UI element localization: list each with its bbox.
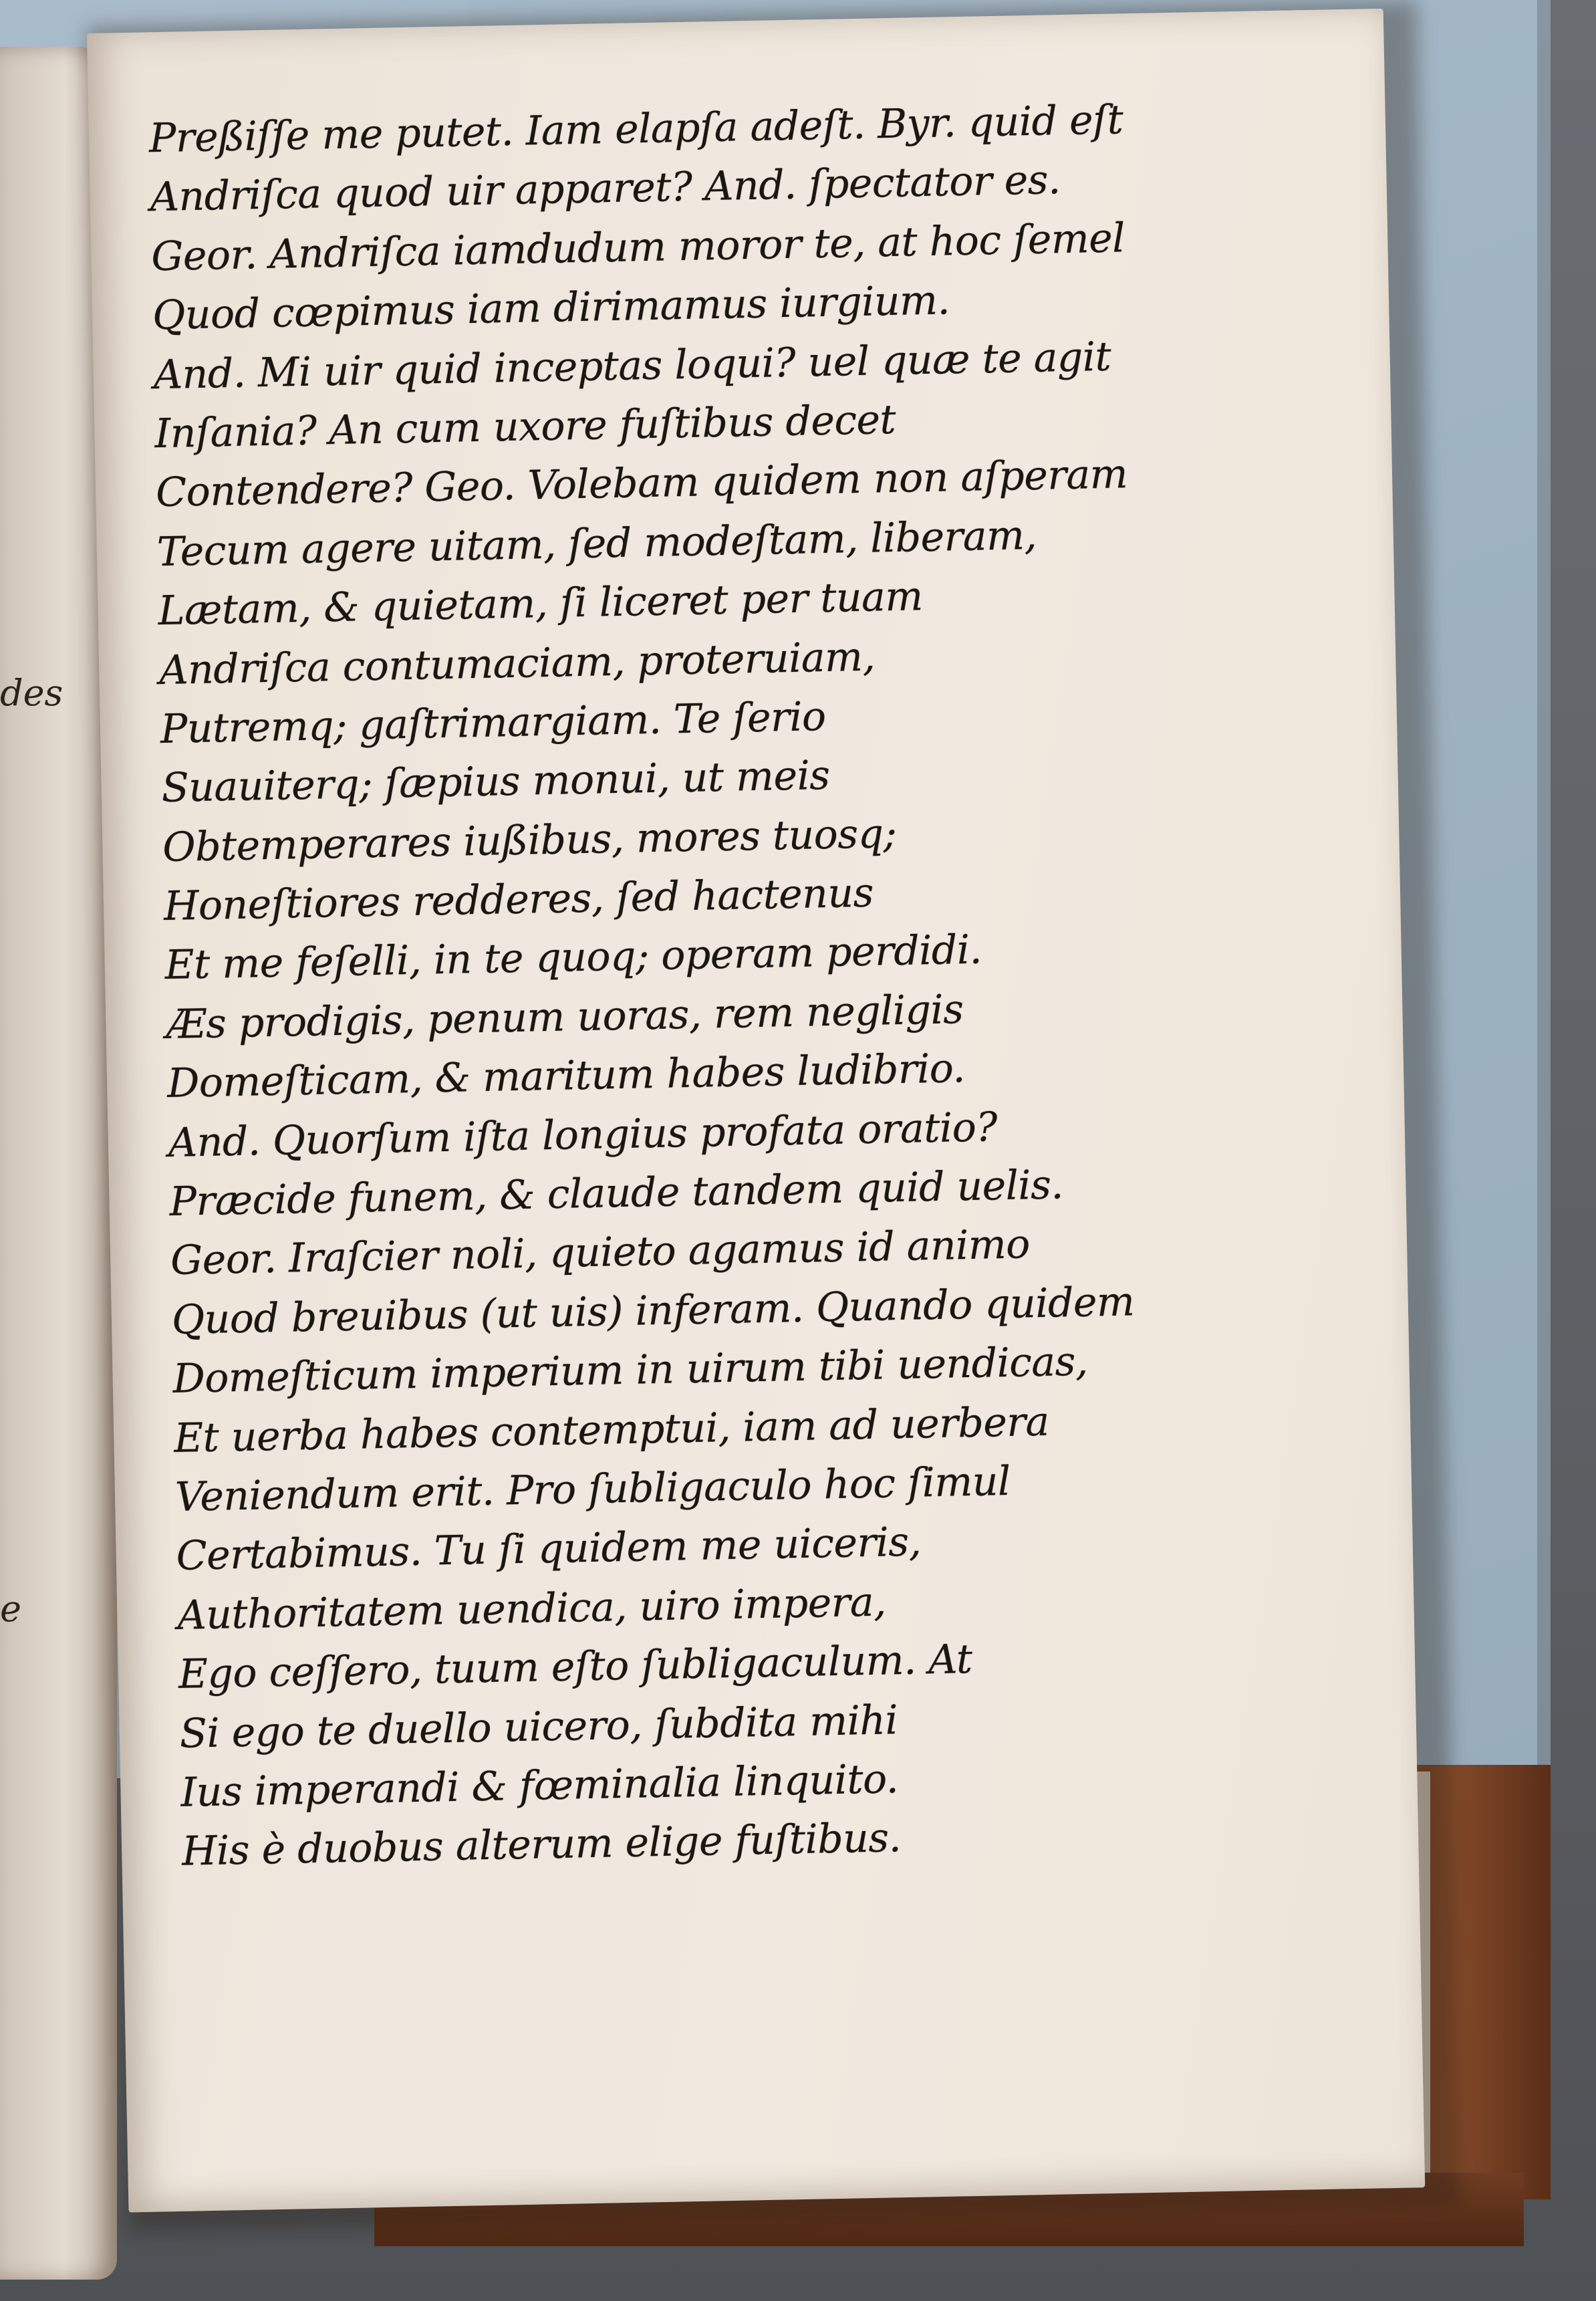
verse-line: Obtemperares iußibus, mores tuosq; [162,810,897,871]
verse-line: Domeſticum imperium in uirum tibi uendicas, [172,1338,1089,1403]
verse-line: Certabimus. Tu ſi quidem me uiceris, [176,1518,922,1580]
verse-line: Æs prodigis, penum uoras, rem negligis [165,985,964,1048]
verse-line: Authoritatem uendica, uiro impera, [176,1578,887,1639]
left-page-fragment: e [0,1588,21,1630]
verse-line: And. Quorſum iſta longius profata oratio? [168,1103,998,1167]
verse-line: Contendere? Geo. Volebam quidem non aſperam [155,451,1128,517]
verse-line: Quod cœpimus iam dirimamus iurgium. [152,277,950,340]
verse-line: Suauiterq; ſæpius monui, ut meis [161,752,831,812]
verse-line: Putremq; gaſtrimargiam. Te ſerio [160,693,827,753]
verse-line: Andriſca quod uir apparet? And. ſpectator es. [150,156,1061,221]
left-page-fragment: des [0,672,63,714]
verse-line: Præcide funem, & claude tandem quid uelis. [168,1161,1064,1225]
verse-line: His è duobus alterum elige fuſtibus. [181,1814,902,1876]
verse-line: Tecum agere uitam, ſed modeſtam, liberam, [156,511,1037,576]
verse-line: Andriſca contumaciam, proteruiam, [158,633,876,694]
verse-line: Inſania? An cum uxore fuſtibus decet [154,396,896,458]
verse-line: Ego ceſſero, tuum eſto ſubligaculum. At [178,1636,973,1698]
verse-line: Domeſticam, & maritum habes ludibrio. [166,1045,966,1108]
verse-line: Geor. Andriſca iamdudum moror te, at hoc ſemel [150,215,1125,280]
verse-line: Et me feſelli, in te quoq; operam perdidi. [164,927,982,989]
verse-line: And. Mi uir quid inceptas loqui? uel quæ te agit [153,333,1111,398]
verse-line: Honeſtiores redderes, ſed hactenus [163,869,874,931]
verse-line: Preßiſſe me putet. Iam elapſa adeſt. Byr. quid eſt [148,96,1123,162]
verse-line: Geor. Iraſcier noli, quieto agamus id animo [170,1221,1031,1285]
verse-line: Veniendum erit. Pro ſubligaculo hoc ſimul [174,1457,1011,1521]
right-page [87,9,1425,2213]
verse-line: Et uerba habes contemptui, iam ad uerbera [173,1398,1050,1462]
verse-line: Lætam, & quietam, ſi liceret per tuam [157,573,924,635]
verse-line: Quod breuibus (ut uis) inferam. Quando quidem [171,1278,1135,1344]
verse-line: Ius imperandi & fœminalia linquito. [180,1755,899,1816]
verse-text-block [148,88,1319,1882]
verse-line: Si ego te duello uicero, ſubdita mihi [179,1696,898,1758]
